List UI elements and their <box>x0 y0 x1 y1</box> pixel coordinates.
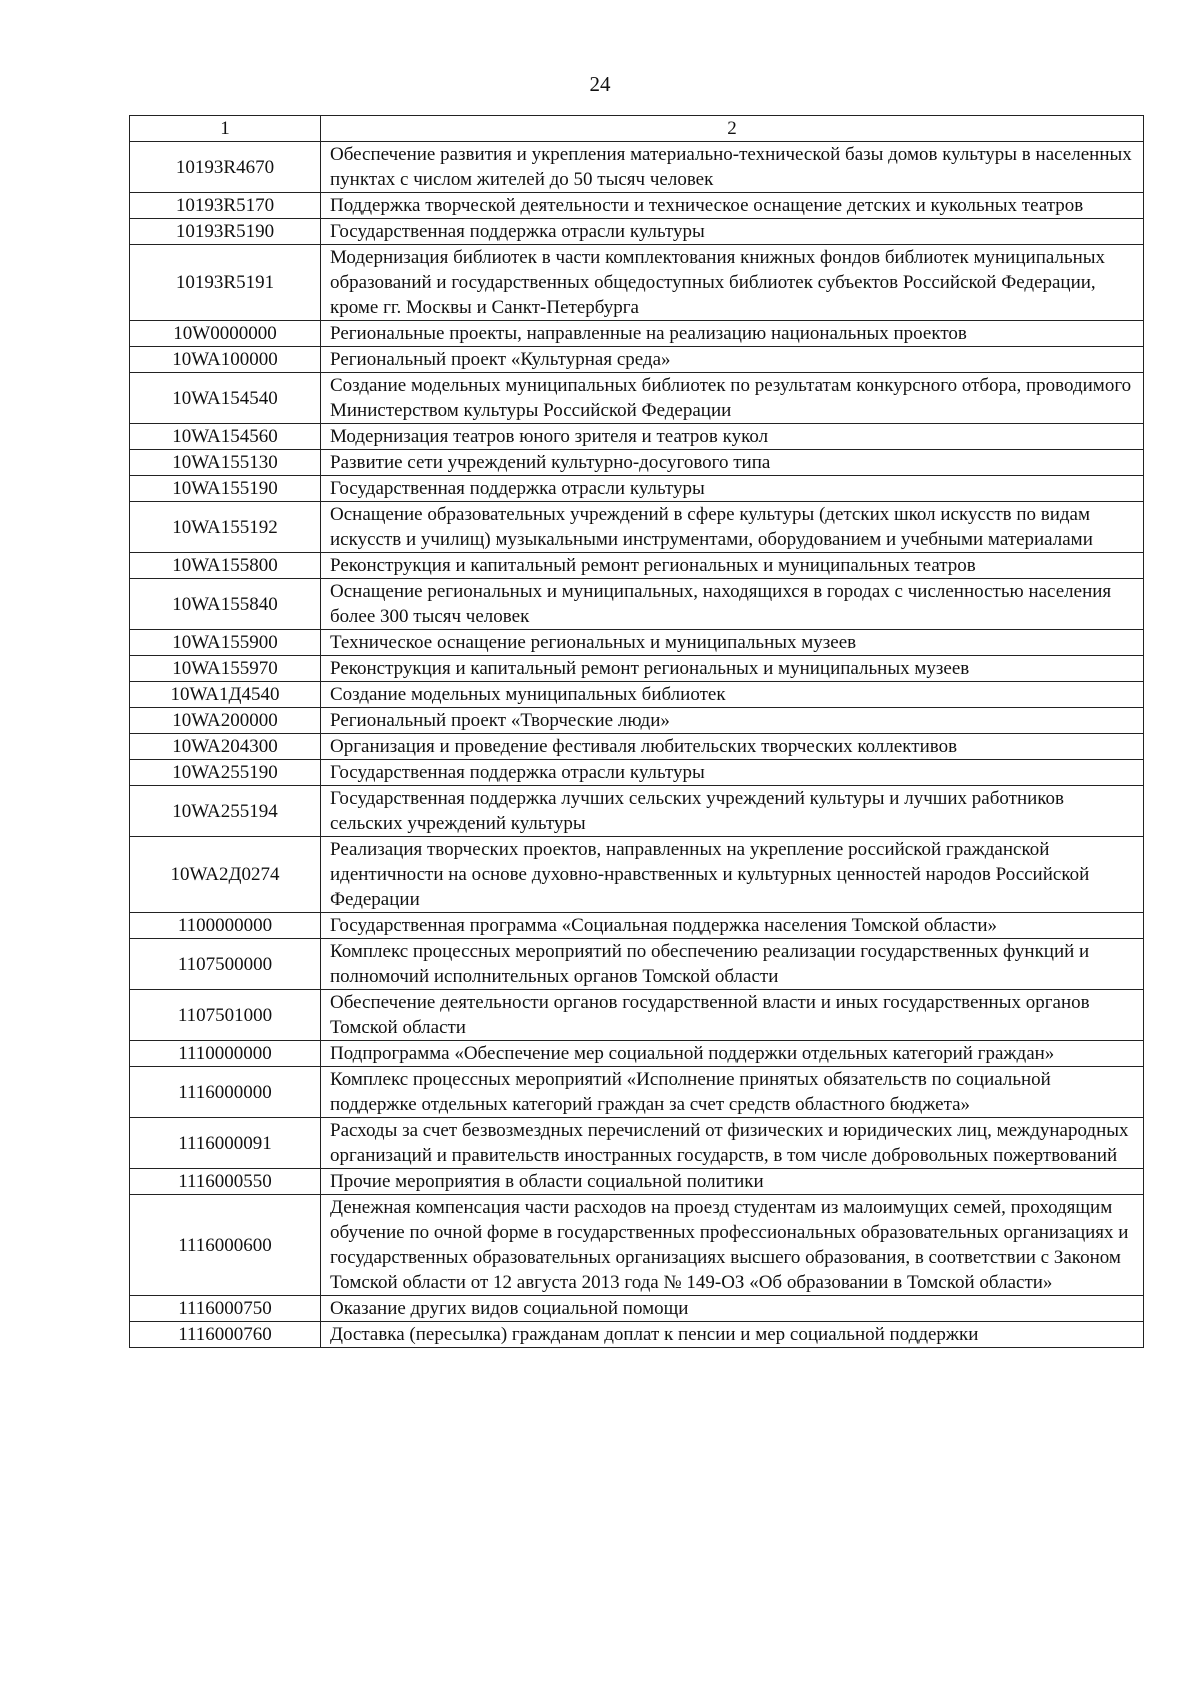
table-row <box>130 219 1144 245</box>
table-row <box>130 1041 1144 1067</box>
table-row <box>130 347 1144 373</box>
row-code: 10WA2Д0274 <box>130 837 321 913</box>
row-code: 10WA154560 <box>130 424 321 450</box>
table-row <box>130 708 1144 734</box>
row-code: 10WA155130 <box>130 450 321 476</box>
row-description: Государственная программа «Социальная поддержка населения Томской области» <box>321 913 1144 939</box>
row-code: 10193R5190 <box>130 219 321 245</box>
row-description: Региональный проект «Творческие люди» <box>321 708 1144 734</box>
table-row <box>130 630 1144 656</box>
row-description: Комплекс процессных мероприятий «Исполнение принятых обязательств по социальной поддержке отдельных категорий граждан за счет средств областного бюджета» <box>321 1067 1144 1118</box>
table-row <box>130 579 1144 630</box>
row-description: Обеспечение деятельности органов государственной власти и иных государственных органов Томской области <box>321 990 1144 1041</box>
row-code: 1116000600 <box>130 1195 321 1296</box>
table-row <box>130 990 1144 1041</box>
row-code: 10WA204300 <box>130 734 321 760</box>
table-row <box>130 1296 1144 1322</box>
row-description: Комплекс процессных мероприятий по обеспечению реализации государственных функций и полномочий исполнительных органов Томской области <box>321 939 1144 990</box>
row-description: Государственная поддержка отрасли культуры <box>321 760 1144 786</box>
table-row <box>130 682 1144 708</box>
table-row <box>130 837 1144 913</box>
row-code: 1110000000 <box>130 1041 321 1067</box>
row-code: 1116000760 <box>130 1322 321 1348</box>
row-code: 1116000550 <box>130 1169 321 1195</box>
table-row <box>130 913 1144 939</box>
row-code: 10WA200000 <box>130 708 321 734</box>
table-row <box>130 193 1144 219</box>
row-code: 10WA255190 <box>130 760 321 786</box>
table-header-row <box>130 116 1144 142</box>
row-description: Модернизация библиотек в части комплектования книжных фондов библиотек муниципальных образований и государственных общедоступных библиотек субъектов Российской Федерации, кроме гг. Москвы и Санкт-Петербурга <box>321 245 1144 321</box>
table-row <box>130 142 1144 193</box>
row-description: Обеспечение развития и укрепления материально-технической базы домов культуры в населенных пунктах с числом жителей до 50 тысяч человек <box>321 142 1144 193</box>
table-body <box>130 142 1144 1348</box>
row-code: 10WA155840 <box>130 579 321 630</box>
row-description: Развитие сети учреждений культурно-досугового типа <box>321 450 1144 476</box>
budget-codes-table <box>129 115 1144 1348</box>
row-code: 10WA155192 <box>130 502 321 553</box>
row-code: 1116000750 <box>130 1296 321 1322</box>
page-number: 24 <box>589 72 611 96</box>
table-row <box>130 734 1144 760</box>
table-row <box>130 476 1144 502</box>
table-row <box>130 1322 1144 1348</box>
table-row <box>130 553 1144 579</box>
table-row <box>130 321 1144 347</box>
row-description: Создание модельных муниципальных библиотек по результатам конкурсного отбора, проводимого Министерством культуры Российской Федерации <box>321 373 1144 424</box>
row-code: 10WA155800 <box>130 553 321 579</box>
row-description: Доставка (пересылка) гражданам доплат к пенсии и мер социальной поддержки <box>321 1322 1144 1348</box>
row-code: 10W0000000 <box>130 321 321 347</box>
row-code: 1116000000 <box>130 1067 321 1118</box>
row-code: 10WA255194 <box>130 786 321 837</box>
row-code: 1100000000 <box>130 913 321 939</box>
row-description: Реконструкция и капитальный ремонт региональных и муниципальных музеев <box>321 656 1144 682</box>
row-code: 10193R4670 <box>130 142 321 193</box>
row-code: 1116000091 <box>130 1118 321 1169</box>
table-row <box>130 1195 1144 1296</box>
row-description: Расходы за счет безвозмездных перечислений от физических и юридических лиц, международных организаций и правительств иностранных государств, в том числе добровольных пожертвований <box>321 1118 1144 1169</box>
row-code: 10193R5170 <box>130 193 321 219</box>
table-row <box>130 1118 1144 1169</box>
row-description: Создание модельных муниципальных библиотек <box>321 682 1144 708</box>
row-description: Государственная поддержка отрасли культуры <box>321 476 1144 502</box>
row-description: Техническое оснащение региональных и муниципальных музеев <box>321 630 1144 656</box>
table-row <box>130 656 1144 682</box>
row-description: Государственная поддержка отрасли культуры <box>321 219 1144 245</box>
row-code: 10WA155900 <box>130 630 321 656</box>
table-row <box>130 1067 1144 1118</box>
table-row <box>130 424 1144 450</box>
row-code: 1107500000 <box>130 939 321 990</box>
row-description: Подпрограмма «Обеспечение мер социальной поддержки отдельных категорий граждан» <box>321 1041 1144 1067</box>
table-row <box>130 786 1144 837</box>
row-description: Оказание других видов социальной помощи <box>321 1296 1144 1322</box>
row-description: Государственная поддержка лучших сельских учреждений культуры и лучших работников сельских учреждений культуры <box>321 786 1144 837</box>
row-description: Модернизация театров юного зрителя и театров кукол <box>321 424 1144 450</box>
row-description: Поддержка творческой деятельности и техническое оснащение детских и кукольных театров <box>321 193 1144 219</box>
row-description: Организация и проведение фестиваля любительских творческих коллективов <box>321 734 1144 760</box>
row-description: Реконструкция и капитальный ремонт региональных и муниципальных театров <box>321 553 1144 579</box>
table-row <box>130 245 1144 321</box>
table-row <box>130 760 1144 786</box>
row-description: Реализация творческих проектов, направленных на укрепление российской гражданской идентичности на основе духовно-нравственных и культурных ценностей народов Российской Федерации <box>321 837 1144 913</box>
row-code: 10WA155190 <box>130 476 321 502</box>
row-description: Региональные проекты, направленные на реализацию национальных проектов <box>321 321 1144 347</box>
row-description: Прочие мероприятия в области социальной политики <box>321 1169 1144 1195</box>
row-code: 1107501000 <box>130 990 321 1041</box>
row-code: 10193R5191 <box>130 245 321 321</box>
row-description: Денежная компенсация части расходов на проезд студентам из малоимущих семей, проходящим обучение по очной форме в государственных профессиональных образовательных организациях и государственных образовательных организациях высшего образования, в соответствии с Законом Томской области от 12 августа 2013 года № 149-ОЗ «Об образовании в Томской области» <box>321 1195 1144 1296</box>
row-code: 10WA100000 <box>130 347 321 373</box>
row-description: Региональный проект «Культурная среда» <box>321 347 1144 373</box>
table-row <box>130 939 1144 990</box>
row-code: 10WA155970 <box>130 656 321 682</box>
column-header-description: 2 <box>321 116 1144 142</box>
table-row <box>130 1169 1144 1195</box>
table-row <box>130 373 1144 424</box>
table-row <box>130 450 1144 476</box>
row-code: 10WA1Д4540 <box>130 682 321 708</box>
row-description: Оснащение региональных и муниципальных, находящихся в городах с численностью населения более 300 тысяч человек <box>321 579 1144 630</box>
table-row <box>130 502 1144 553</box>
row-code: 10WA154540 <box>130 373 321 424</box>
column-header-code: 1 <box>130 116 321 142</box>
row-description: Оснащение образовательных учреждений в сфере культуры (детских школ искусств по видам искусств и училищ) музыкальными инструментами, оборудованием и учебными материалами <box>321 502 1144 553</box>
